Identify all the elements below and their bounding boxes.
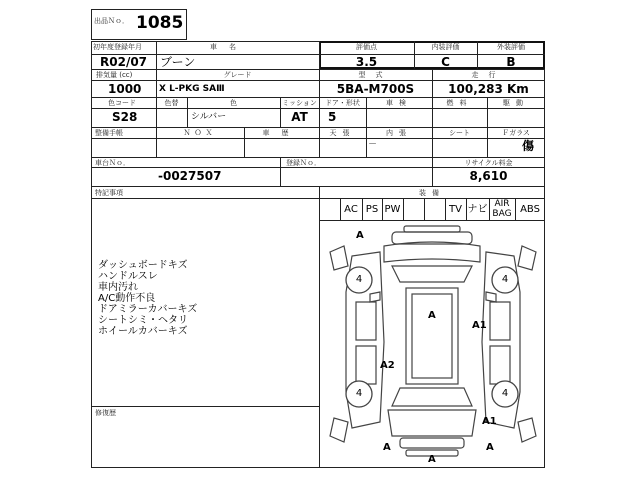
first-registration-label: 初年度登録年月 — [93, 43, 142, 51]
doors-label: ドア・形状 — [325, 99, 360, 107]
equip-abs: ABS — [520, 204, 540, 215]
equip-ps: PS — [365, 204, 379, 215]
interior-trim-label: 内張 — [386, 129, 412, 137]
repair-history-label: 修復歴 — [95, 409, 116, 417]
equip-airbag: AIR BAG — [492, 199, 512, 219]
remark-line: A/C動作不良 — [98, 293, 156, 304]
damage-mark: A1 — [472, 320, 487, 331]
exterior-label: 外装評価 — [497, 43, 525, 51]
model-label: 型式 — [358, 71, 393, 79]
interior-grade: C — [441, 55, 450, 69]
inspection-label: 車検 — [386, 99, 412, 107]
grade-label: グレード — [223, 71, 252, 79]
damage-mark: A2 — [380, 360, 395, 371]
equip-ac: AC — [344, 204, 358, 215]
model-code: 5BA-M700S — [336, 82, 415, 96]
displacement: 1000 — [108, 82, 142, 96]
tire-mark: 4 — [501, 274, 509, 285]
damage-mark: A — [383, 442, 391, 453]
lot-number: 1085 — [136, 13, 184, 33]
remarks-label: 特記事項 — [95, 189, 123, 197]
remark-line: ホイールカバーキズ — [98, 326, 188, 337]
doors: 5 — [328, 110, 337, 124]
equip-pw: PW — [384, 204, 401, 215]
damage-mark: A — [356, 230, 364, 241]
color-code-label: 色コード — [108, 99, 136, 107]
remark-line: ダッシュボードキズ — [98, 260, 188, 271]
registration-no-label: 登録Ｎｏ． — [286, 159, 321, 167]
damage-mark: A — [486, 442, 494, 453]
nox-label: ＮＯＸ — [183, 129, 217, 137]
equipment-label: 装備 — [419, 189, 445, 197]
mileage-label: 走行 — [471, 71, 506, 79]
color: シルバー — [191, 112, 227, 122]
first-registration: R02/07 — [100, 55, 148, 69]
evaluation-grade: 3.5 — [355, 55, 378, 69]
evaluation-label: 評価点 — [356, 43, 377, 51]
car-name-label: 車名 — [210, 43, 248, 51]
transmission-label: ミッション — [282, 99, 317, 107]
interior-label: 内装評価 — [431, 43, 460, 51]
color-change-label: 色替 — [164, 99, 179, 107]
grade: X L-PKG SAⅢ — [159, 84, 225, 94]
lot-number-label: 出品Ｎｏ． — [94, 17, 129, 25]
tire-mark: 4 — [355, 388, 363, 399]
damage-mark: A — [428, 454, 436, 465]
transmission: AT — [291, 110, 308, 124]
remark-line: 車内汚れ — [98, 282, 138, 293]
mileage: 100,283 Km — [448, 82, 529, 96]
interior-trim: － — [368, 140, 378, 150]
damage-mark: A — [428, 310, 436, 321]
car-name: ブーン — [160, 55, 196, 69]
service-record-label: 整備手帳 — [95, 129, 123, 137]
tire-mark: 4 — [501, 388, 509, 399]
exterior-grade: B — [506, 55, 516, 69]
front-glass-label: Ｆガラス — [502, 129, 530, 137]
fuel-label: 燃料 — [446, 99, 473, 107]
equip-navi: ナビ — [467, 204, 488, 215]
remark-line: ハンドルスレ — [98, 271, 158, 282]
recycle-fee-label: リサイクル料金 — [464, 159, 513, 167]
recycle-fee: 8,610 — [469, 169, 508, 183]
color-code: S28 — [112, 110, 138, 124]
history-label: 車歴 — [262, 129, 301, 137]
displacement-label: 排気量 (cc) — [96, 71, 133, 79]
damage-mark: A1 — [482, 416, 497, 427]
chassis-number: -0027507 — [158, 169, 222, 183]
drive-label: 駆動 — [503, 99, 529, 107]
chassis-label: 車台Ｎｏ． — [95, 159, 130, 167]
seat-label: シート — [449, 129, 470, 137]
remark-line: シートシミ・ヘタリ — [98, 315, 188, 326]
front-glass: 傷 — [522, 139, 535, 153]
remark-line: ドアミラーカバーキズ — [98, 304, 198, 315]
car-damage-diagram — [322, 222, 544, 466]
color-label: 色 — [230, 99, 237, 107]
equip-tv: TV — [449, 204, 462, 215]
ceiling-label: 天張 — [329, 129, 356, 137]
tire-mark: 4 — [355, 274, 363, 285]
